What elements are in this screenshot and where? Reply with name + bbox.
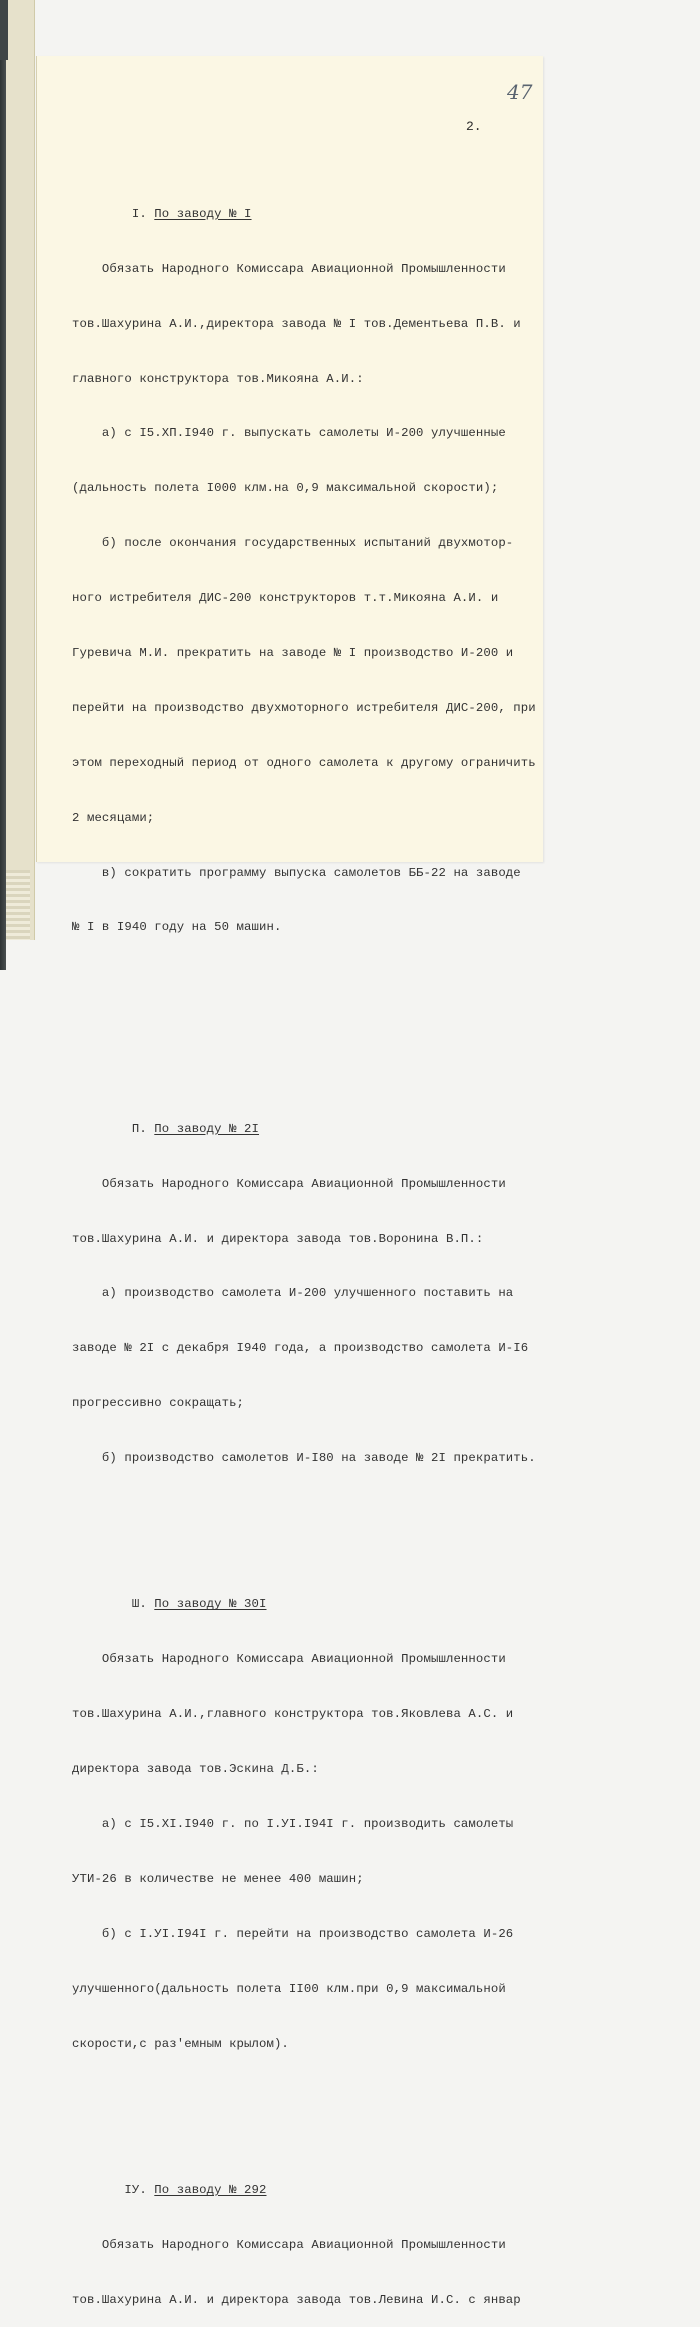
text-line: Обязать Народного Комиссара Авиационной Промышленности [72, 1652, 506, 1667]
text-line: заводе № 2I с декабря I940 года, а производство самолета И-I6 [72, 1341, 529, 1356]
text-line: а) с I5.XI.I940 г. по I.УI.I94I г. производить самолеты [72, 1817, 514, 1832]
text-line: а) с I5.XП.I940 г. выпускать самолеты И-200 улучшенные [72, 426, 506, 441]
text-line: б) производство самолетов И-I80 на заводе № 2I прекратить. [72, 1451, 536, 1466]
text-line: Обязать Народного Комиссара Авиационной Промышленности [72, 1176, 506, 1191]
text-line: прогрессивно сокращать; [72, 1396, 245, 1411]
binding-strip [0, 0, 6, 970]
text-line: тов.Шахурина А.И. и директора завода тов.Воронина В.П.: [72, 1231, 484, 1246]
text-line: Обязать Народного Комиссара Авиационной Промышленности [72, 261, 506, 276]
text-line: скорости,с раз'емным крылом). [72, 2036, 289, 2051]
typed-page-number: 2. [466, 119, 482, 134]
text-line: тов.Шахурина А.И.,директора завода № I тов.Дементьева П.В. и [72, 316, 521, 331]
text-line: б) после окончания государственных испытаний двухмотор- [72, 536, 514, 551]
text-line: главного конструктора тов.Микояна А.И.: [72, 371, 364, 386]
text-line: Гуревича М.И. прекратить на заводе № I производство И-200 и [72, 646, 514, 661]
text-line: 2 месяцами; [72, 810, 155, 825]
section-heading: П. По заводу № 2I [131, 1121, 260, 1136]
text-line: тов.Шахурина А.И. и директора завода тов.Левина И.С. с январ [72, 2292, 521, 2307]
text-line: директора завода тов.Эскина Д.Б.: [72, 1762, 319, 1777]
text-line: Обязать Народного Комиссара Авиационной Промышленности [72, 2237, 506, 2252]
section-heading: I. По заводу № I [131, 206, 252, 221]
text-line: (дальность полета I000 клм.на 0,9 максимальной скорости); [72, 481, 499, 496]
section-heading: IУ. По заводу № 292 [124, 2182, 267, 2197]
text-line: ного истребителя ДИС-200 конструкторов т.т.Микояна А.И. и [72, 591, 499, 606]
handwritten-page-number: 47 [507, 80, 533, 104]
text-line: а) производство самолета И-200 улучшенного поставить на [72, 1286, 514, 1301]
document-body [72, 150, 547, 2327]
binding-tab [0, 0, 8, 60]
text-line: б) с I.УI.I94I г. перейти на производство самолета И-26 [72, 1926, 514, 1941]
text-line: УТИ-26 в количестве не менее 400 машин; [72, 1871, 364, 1886]
text-line: перейти на производство двухмоторного истребителя ДИС-200, при [72, 700, 536, 715]
text-line: № I в I940 году на 50 машин. [72, 920, 282, 935]
text-line: тов.Шахурина А.И.,главного конструктора тов.Яковлева А.С. и [72, 1707, 514, 1722]
text-line: в) сократить программу выпуска самолетов ББ-22 на заводе [72, 865, 521, 880]
text-line: этом переходный период от одного самолета к другому ограничить [72, 755, 536, 770]
text-line: улучшенного(дальность полета II00 клм.при 0,9 максимальной [72, 1981, 506, 1996]
section-heading: Ш. По заводу № 30I [131, 1597, 267, 1612]
